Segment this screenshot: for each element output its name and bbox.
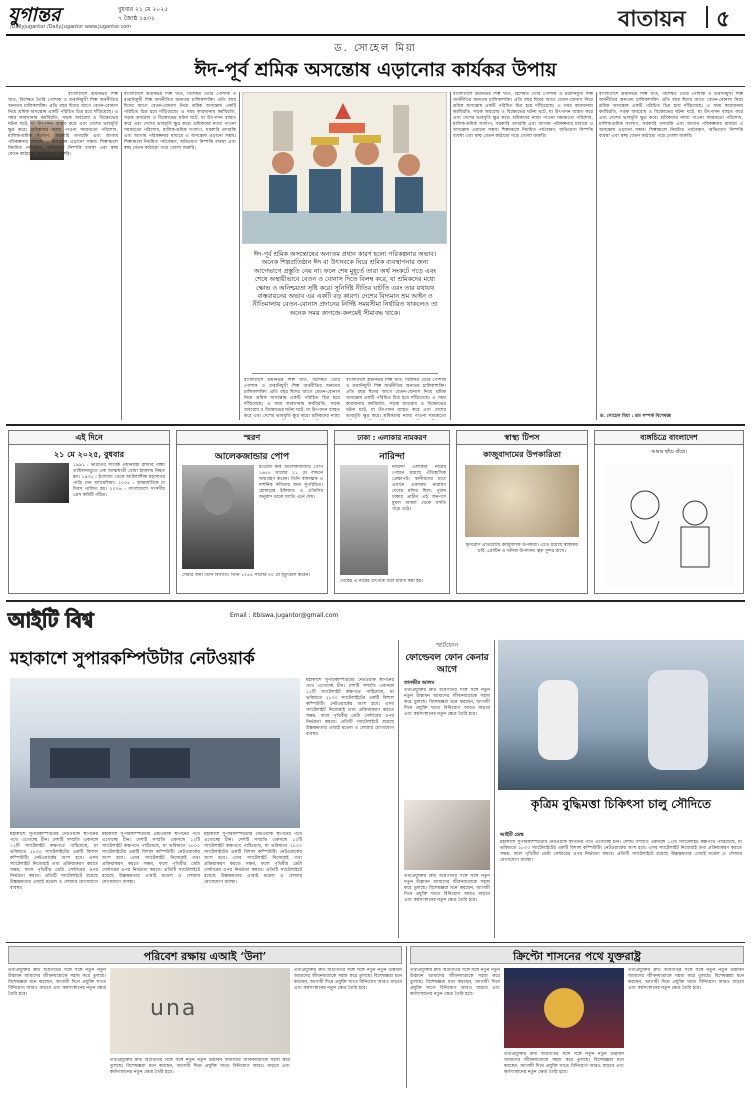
feature-col-6: বাংলাদেশে শ্রমনির্ভর শিল্প খাত, বিশেষত তৈরি পোশাক ও রপ্তানিমুখী শিল্প অর্থনীতির অন্যতম চালিকাশক্তি। প্রতি বছর ঈদের আগে বেতন-বোনাস নিয়ে শ্রমিক অসন্তোষ একটি পরিচিত চিত্র হয়ে দাঁড়িয়েছে। এ সময় কারখানায় কর্মবিরতি, সড়ক অবরোধ ও বিক্ষোভের ঘটনা ঘটে, যা উৎপাদন ব্যাহত করে এবং দেশের ভাবমূর্তি ক্ষুণ্ণ করে। শ্রমিকদের ন্যায্য পাওনা সময়মতো পরিশোধ, মালিক-শ্রমিক সংলাপ, সরকারি তদারকি এবং আগাম পরিকল্পনার মাধ্যমে এ অসন্তোষ এড়ানো সম্ভব। শিল্পাঞ্চলে নিয়মিত পর্যবেক্ষণ, অভিযোগ নিষ্পত্তি ব্যবস্থা এবং স্বচ্ছ বেতন কাঠামো গড়ে তোলা জরুরি। bbox=[599, 92, 743, 139]
crypto-col-3: তথ্যপ্রযুক্তির দ্রুত অগ্রগতির সঙ্গে সঙ্গে নতুন নতুন উদ্ভাবন আমাদের জীবনযাত্রাকে সহজ করে তুলছে। বিশেষজ্ঞরা মনে করছেন, আগামী দিনে প্রযুক্তি খাতে বিনিয়োগ আরও বাড়বে এবং কর্মসংস্থানের নতুন ক্ষেত্র তৈরি হবে। bbox=[628, 968, 744, 991]
remembrance-caption: সেরার জন্য তিনি বিখ্যাত। তিনি ১৭৪৪ সালের ৩০ মে মৃত্যুবরণ করেন। bbox=[182, 573, 310, 578]
dhaka-name: নারিন্দা bbox=[379, 452, 405, 462]
dhaka-text: নারিন্দা এলাকার নামের পেছনে রয়েছে ঐতিহাসিক প্রেক্ষাপট। স্থানীয়দের মতে এখানে একসময় নারায়ণ দেবের মন্দির ছিল। পুরান ঢাকার প্রাচীন এই জনপদে মুঘল আমল থেকে বসতি গড়ে ওঠে। bbox=[392, 465, 446, 512]
remembrance-text: ইংরেজ কবি আলেকজান্ডার পোপ ১৬৮৮ সালের ২১ মে লন্ডনে জন্মগ্রহণ করেন। তিনি ব্যঙ্গাত্মক ও দার্শনিক কবিতার জন্য সুপরিচিত। হোমারের ইলিয়াড ও ওডিসির অনুবাদ তাকে খ্যাতি এনে দেয়। bbox=[259, 465, 323, 500]
phone-byline: তানভীর আলম bbox=[404, 680, 435, 686]
feature-byline: ড. সোহেল মিয়া bbox=[334, 43, 417, 54]
feature-col-4-bottom: বাংলাদেশে শ্রমনির্ভর শিল্প খাত, বিশেষত তৈরি পোশাক ও রপ্তানিমুখী শিল্প অর্থনীতির অন্যতম চালিকাশক্তি। প্রতি বছর ঈদের আগে বেতন-বোনাস নিয়ে শ্রমিক অসন্তোষ একটি পরিচিত চিত্র হয়ে দাঁড়িয়েছে। এ সময় কারখানায় কর্মবিরতি, সড়ক অবরোধ ও বিক্ষোভের ঘটনা ঘটে, যা উৎপাদন ব্যাহত করে এবং দেশের ভাবমূর্তি ক্ষুণ্ণ করে। শ্রমিকদের ন্যায্য পাওনা সময়মতো bbox=[346, 378, 446, 419]
it-email: Email : itbiswa.jugantor@gmail.com bbox=[230, 612, 339, 619]
headline-rule bbox=[6, 86, 745, 87]
masthead bbox=[0, 0, 751, 34]
satellite-photo bbox=[10, 678, 300, 828]
dhaka-box bbox=[334, 430, 450, 594]
ai-doctor-photo bbox=[498, 640, 744, 790]
feature-col-5: বাংলাদেশে শ্রমনির্ভর শিল্প খাত, বিশেষত তৈরি পোশাক ও রপ্তানিমুখী শিল্প অর্থনীতির অন্যতম চালিকাশক্তি। প্রতি বছর ঈদের আগে বেতন-বোনাস নিয়ে শ্রমিক অসন্তোষ একটি পরিচিত চিত্র হয়ে দাঁড়িয়েছে। এ সময় কারখানায় কর্মবিরতি, সড়ক অবরোধ ও বিক্ষোভের ঘটনা ঘটে, যা উৎপাদন ব্যাহত করে এবং দেশের ভাবমূর্তি ক্ষুণ্ণ করে। শ্রমিকদের ন্যায্য পাওনা সময়মতো পরিশোধ, মালিক-শ্রমিক সংলাপ, সরকারি তদারকি এবং আগাম পরিকল্পনার মাধ্যমে এ অসন্তোষ এড়ানো সম্ভব। শিল্পাঞ্চলে নিয়মিত পর্যবেক্ষণ, অভিযোগ নিষ্পত্তি ব্যবস্থা এবং স্বচ্ছ বেতন কাঠামো গড়ে তোলা জরুরি। bbox=[453, 92, 593, 139]
section-divider bbox=[706, 6, 708, 28]
page-number: ৫ bbox=[716, 7, 731, 32]
una-logo: una bbox=[150, 996, 198, 1021]
it-section-banner bbox=[8, 606, 208, 632]
feature-col-1: বাংলাদেশে শ্রমনির্ভর শিল্প খাত, বিশেষত তৈরি পোশাক ও রপ্তানিমুখী শিল্প অর্থনীতির অন্যতম চালিকাশক্তি। প্রতি বছর ঈদের আগে বেতন-বোনাস নিয়ে শ্রমিক অসন্তোষ একটি পরিচিত চিত্র হয়ে দাঁড়িয়েছে। এ সময় কারখানায় কর্মবিরতি, সড়ক অবরোধ ও বিক্ষোভের ঘটনা ঘটে, যা উৎপাদন ব্যাহত করে এবং দেশের ভাবমূর্তি ক্ষুণ্ণ করে। শ্রমিকদের ন্যায্য পাওনা সময়মতো পরিশোধ, মালিক-শ্রমিক সংলাপ, সরকারি তদারকি এবং আগাম পরিকল্পনার মাধ্যমে এ অসন্তোষ এড়ানো সম্ভব। শিল্পাঞ্চলে নিয়মিত পর্যবেক্ষণ, অভিযোগ নিষ্পত্তি ব্যবস্থা এবং স্বচ্ছ বেতন কাঠামো গড়ে তোলা জরুরি। bbox=[8, 92, 118, 157]
cartoon-drawing bbox=[605, 465, 733, 587]
crypto-banner bbox=[410, 946, 744, 964]
una-banner bbox=[8, 946, 402, 964]
it-section-title: আইটি বিশ্ব bbox=[8, 608, 94, 632]
phone-headline: ফোল্ডেবল ফোন কেনার আগে bbox=[405, 653, 489, 675]
phone-text-2: তথ্যপ্রযুক্তির দ্রুত অগ্রগতির সঙ্গে সঙ্গে নতুন নতুন উদ্ভাবন আমাদের জীবনযাত্রাকে সহজ করে তুলছে। বিশেষজ্ঞরা মনে করছেন, আগামী দিনে প্রযুক্তি খাতে বিনিয়োগ আরও বাড়বে এবং কর্মসংস্থানের নতুন ক্ষেত্র তৈরি হবে। bbox=[404, 874, 490, 903]
it-col-2: মহাকাশে সুপারকম্পিউটার নেটওয়ার্ক স্থাপনের পথে এগোচ্ছে চীন। দেশটি সম্প্রতি একসঙ্গে ১২টি স্যাটেলাইট কক্ষপথে পাঠিয়েছে, যা ভবিষ্যতে ২৮০০ স্যাটেলাইটের একটি বিশাল কম্পিউটিং নেটওয়ার্কের অংশ হবে। এসব স্যাটেলাইট নিজেরাই তথ্য প্রক্রিয়াকরণ করতে সক্ষম, ফলে পৃথিবীর ডেটা সেন্টারের ওপর নির্ভরতা কমবে। প্রতিটি স্যাটেলাইটে রয়েছে উচ্চক্ষমতার এআই মডেল ও লেজার যোগাযোগ ব্যবস্থা। bbox=[102, 832, 200, 885]
phone-kicker: স্মার্টফোন bbox=[435, 642, 459, 649]
remembrance-portrait bbox=[182, 465, 254, 569]
una-logo-photo bbox=[110, 968, 290, 1054]
cartoon-caption: আমার ছাঁচে বাঁচো। bbox=[651, 450, 687, 455]
una-headline: পরিবেশ রক্ষায় এআই ‘উনা’ bbox=[143, 950, 267, 963]
masthead-date-bn: ৭ জ্যৈষ্ঠ ১৪৩২ bbox=[118, 15, 155, 22]
ai-text: মহাকাশে সুপারকম্পিউটার নেটওয়ার্ক স্থাপনের পথে এগোচ্ছে চীন। দেশটি সম্প্রতি একসঙ্গে ১২টি স্যাটেলাইট কক্ষপথে পাঠিয়েছে, যা ভবিষ্যতে ২৮০০ স্যাটেলাইটের একটি বিশাল কম্পিউটিং নেটওয়ার্কের অংশ হবে। এসব স্যাটেলাইট নিজেরাই তথ্য প্রক্রিয়াকরণ করতে সক্ষম, ফলে পৃথিবীর ডেটা সেন্টারের ওপর নির্ভরতা কমবে। প্রতিটি স্যাটেলাইটে রয়েছে উচ্চক্ষমতার এআই মডেল ও লেজার যোগাযোগ ব্যবস্থা। bbox=[500, 840, 742, 863]
ai-byline: আইটি ডেস্ক bbox=[500, 832, 524, 838]
cashew-photo bbox=[465, 465, 579, 537]
on-this-day-box bbox=[8, 430, 170, 594]
cartoon-box bbox=[594, 430, 744, 594]
masthead-rule bbox=[6, 34, 745, 36]
it-col-3: মহাকাশে সুপারকম্পিউটার নেটওয়ার্ক স্থাপনের পথে এগোচ্ছে চীন। দেশটি সম্প্রতি একসঙ্গে ১২টি স্যাটেলাইট কক্ষপথে পাঠিয়েছে, যা ভবিষ্যতে ২৮০০ স্যাটেলাইটের একটি বিশাল কম্পিউটিং নেটওয়ার্কের অংশ হবে। এসব স্যাটেলাইট নিজেরাই তথ্য প্রক্রিয়াকরণ করতে সক্ষম, ফলে পৃথিবীর ডেটা সেন্টারের ওপর নির্ভরতা কমবে। প্রতিটি স্যাটেলাইটে রয়েছে উচ্চক্ষমতার এআই মডেল ও লেজার যোগাযোগ ব্যবস্থা। bbox=[204, 832, 302, 885]
phone-text: তথ্যপ্রযুক্তির দ্রুত অগ্রগতির সঙ্গে সঙ্গে নতুন নতুন উদ্ভাবন আমাদের জীবনযাত্রাকে সহজ করে তুলছে। বিশেষজ্ঞরা মনে করছেন, আগামী দিনে প্রযুক্তি খাতে বিনিয়োগ আরও বাড়বে এবং কর্মসংস্থানের নতুন ক্ষেত্র তৈরি হবে। bbox=[404, 688, 490, 717]
on-this-day-title: এই দিনে bbox=[9, 431, 169, 445]
crypto-col-2: তথ্যপ্রযুক্তির দ্রুত অগ্রগতির সঙ্গে সঙ্গে নতুন নতুন উদ্ভাবন আমাদের জীবনযাত্রাকে সহজ করে তুলছে। বিশেষজ্ঞরা মনে করছেন, আগামী দিনে প্রযুক্তি খাতে বিনিয়োগ আরও বাড়বে এবং কর্মসংস্থানের নতুন ক্ষেত্র তৈরি হবে। bbox=[504, 1052, 624, 1075]
crypto-headline: ক্রিপ্টো শাসনের পথে যুক্তরাষ্ট্র bbox=[513, 950, 641, 963]
remembrance-title: স্মরণ bbox=[177, 431, 327, 445]
on-this-day-text: ১৯৯১ : ভারতের সাবেক প্রধানমন্ত্রী রাজীব গান্ধী তামিলনাড়ুতে এক আত্মঘাতী বোমা হামলায় নিহত হন। ১৯৩২ : ইংল্যান্ড থেকে আটলান্টিক মহাসাগর পাড়ি দেন অ্যামেলিয়া। ২০০৫ : আন্তর্জাতিক চা দিবস পালিত হয়। ২০০৬ : বাংলাদেশে সংসদীয় প্রেস কমিটি গঠিত। bbox=[73, 463, 165, 498]
foldable-phone-photo bbox=[404, 800, 490, 870]
dhaka-photo bbox=[340, 465, 388, 575]
on-this-day-date: ২১ মে ২০২৫, বুধবার bbox=[53, 449, 125, 459]
feature-col-3-bottom: বাংলাদেশে শ্রমনির্ভর শিল্প খাত, বিশেষত তৈরি পোশাক ও রপ্তানিমুখী শিল্প অর্থনীতির অন্যতম চালিকাশক্তি। প্রতি বছর ঈদের আগে বেতন-বোনাস নিয়ে শ্রমিক অসন্তোষ একটি পরিচিত চিত্র হয়ে দাঁড়িয়েছে। এ সময় কারখানায় কর্মবিরতি, সড়ক অবরোধ ও বিক্ষোভের ঘটনা ঘটে, যা উৎপাদন ব্যাহত করে এবং দেশের ভাবমূর্তি ক্ষুণ্ণ করে। শ্রমিকদের ন্যায্য bbox=[244, 378, 340, 419]
masthead-logo: যুগান্তর bbox=[8, 4, 61, 26]
section-title: বাতায়ন bbox=[618, 6, 686, 32]
health-title: স্বাস্থ্য টিপস bbox=[457, 431, 587, 445]
una-col-3: তথ্যপ্রযুক্তির দ্রুত অগ্রগতির সঙ্গে সঙ্গে নতুন নতুন উদ্ভাবন আমাদের জীবনযাত্রাকে সহজ করে তুলছে। বিশেষজ্ঞরা মনে করছেন, আগামী দিনে প্রযুক্তি খাতে বিনিয়োগ আরও বাড়বে এবং কর্মসংস্থানের নতুন ক্ষেত্র তৈরি হবে। bbox=[294, 968, 402, 991]
it-col-1: মহাকাশে সুপারকম্পিউটার নেটওয়ার্ক স্থাপনের পথে এগোচ্ছে চীন। দেশটি সম্প্রতি একসঙ্গে ১২টি স্যাটেলাইট কক্ষপথে পাঠিয়েছে, যা ভবিষ্যতে ২৮০০ স্যাটেলাইটের একটি বিশাল কম্পিউটিং নেটওয়ার্কের অংশ হবে। এসব স্যাটেলাইট নিজেরাই তথ্য প্রক্রিয়াকরণ করতে সক্ষম, ফলে পৃথিবীর ডেটা সেন্টারের ওপর নির্ভরতা কমবে। প্রতিটি স্যাটেলাইটে রয়েছে উচ্চক্ষমতার এআই মডেল ও লেজার যোগাযোগ ব্যবস্থা। bbox=[10, 832, 98, 891]
dhaka-title: ঢাকা : এলাকার নামকরণ bbox=[335, 431, 449, 445]
feature-headline: ঈদ-পূর্ব শ্রমিক অসন্তোষ এড়ানোর কার্যকর উপায় bbox=[194, 59, 557, 81]
health-name: কাজুবাদামের উপকারিতা bbox=[483, 449, 561, 459]
on-this-day-photo bbox=[15, 463, 69, 503]
it-col-4: মহাকাশে সুপারকম্পিউটার নেটওয়ার্ক স্থাপনের পথে এগোচ্ছে চীন। দেশটি সম্প্রতি একসঙ্গে ১২টি স্যাটেলাইট কক্ষপথে পাঠিয়েছে, যা ভবিষ্যতে ২৮০০ স্যাটেলাইটের একটি বিশাল কম্পিউটিং নেটওয়ার্কের অংশ হবে। এসব স্যাটেলাইট নিজেরাই তথ্য প্রক্রিয়াকরণ করতে সক্ষম, ফলে পৃথিবীর ডেটা সেন্টারের ওপর নির্ভরতা কমবে। প্রতিটি স্যাটেলাইটে রয়েছে উচ্চক্ষমতার এআই মডেল ও লেজার যোগাযোগ ব্যবস্থা। bbox=[306, 678, 394, 737]
health-caption: হৃদরোগ প্রতিরোধে কাজুবাদাম উপকারী। এতে রয়েছে স্বাস্থ্যকর চর্বি, প্রোটিন ও খনিজ উপাদান। ত্বক সুন্দর রাখে। bbox=[466, 543, 578, 555]
dhaka-caption: থেকেই এ নামের উৎপত্তি বলে ধারণা করা হয়। bbox=[340, 579, 423, 584]
una-col-1: তথ্যপ্রযুক্তির দ্রুত অগ্রগতির সঙ্গে সঙ্গে নতুন নতুন উদ্ভাবন আমাদের জীবনযাত্রাকে সহজ করে তুলছে। বিশেষজ্ঞরা মনে করছেন, আগামী দিনে প্রযুক্তি খাতে বিনিয়োগ আরও বাড়বে এবং কর্মসংস্থানের নতুন ক্ষেত্র তৈরি হবে। bbox=[8, 968, 106, 997]
masthead-social: /Dailyjugantor /Daily.Jugantor www.jugantor.com bbox=[10, 24, 132, 30]
crypto-photo bbox=[504, 968, 624, 1048]
remembrance-name: আলেকজান্ডার পোপ bbox=[214, 452, 290, 462]
una-col-2: তথ্যপ্রযুক্তির দ্রুত অগ্রগতির সঙ্গে সঙ্গে নতুন নতুন উদ্ভাবন আমাদের জীবনযাত্রাকে সহজ করে তুলছে। বিশেষজ্ঞরা মনে করছেন, আগামী দিনে প্রযুক্তি খাতে বিনিয়োগ আরও বাড়বে এবং কর্মসংস্থানের নতুন ক্ষেত্র তৈরি হবে। bbox=[110, 1058, 290, 1075]
remembrance-box bbox=[176, 430, 328, 594]
ai-headline: কৃত্রিম বুদ্ধিমত্তা চিকিৎসা চালু সৌদিতে bbox=[531, 797, 711, 811]
feature-bottom-rule bbox=[6, 424, 745, 426]
cartoon-title: ব্যঙ্গচিত্রে বাংলাদেশ bbox=[595, 431, 743, 445]
crypto-col-1: তথ্যপ্রযুক্তির দ্রুত অগ্রগতির সঙ্গে সঙ্গে নতুন নতুন উদ্ভাবন আমাদের জীবনযাত্রাকে সহজ করে তুলছে। বিশেষজ্ঞরা মনে করছেন, আগামী দিনে প্রযুক্তি খাতে বিনিয়োগ আরও বাড়বে এবং কর্মসংস্থানের নতুন ক্ষেত্র তৈরি হবে। bbox=[410, 968, 500, 997]
health-box bbox=[456, 430, 588, 594]
workers-illustration bbox=[242, 92, 447, 244]
pull-quote: ঈদ-পূর্ব শ্রমিক অসন্তোষের অন্যতম প্রধান কারণ হলো পরিকল্পনার অভাব। অনেক শিল্পপ্রতিষ্ঠান ঈদ বা উৎসবকে ঘিরে শ্রমিক ব্যবস্থাপনার জন্য আগেভাগে প্রস্তুতি নেয় না। ফলে শেষ মুহূর্তে তারা অর্থ সংকটে পড়ে এবং শেষে অস্থায়ীভাবে বেতন ও বোনাস দিতে বিলম্ব করে, যা শ্রমিকদের মধ্যে ক্ষোভ ও অনিশ্চয়তা সৃষ্টি করে। সুনির্দিষ্ট নীতির ঘাটতি এবং তার যথাযথ বাস্তবায়নের অভাব এর একটি বড় কারণ। দেশের বিদ্যমান শ্রম আইন ও নীতিমালায় বেতন-বোনাস প্রদানের নির্দিষ্ট সময়সীমা নির্ধারিত থাকলেও তা অনেক সময় কাগজে-কলমেই সীমাবদ্ধ থাকে। bbox=[252, 250, 438, 317]
feature-col-2: বাংলাদেশে শ্রমনির্ভর শিল্প খাত, বিশেষত তৈরি পোশাক ও রপ্তানিমুখী শিল্প অর্থনীতির অন্যতম চালিকাশক্তি। প্রতি বছর ঈদের আগে বেতন-বোনাস নিয়ে শ্রমিক অসন্তোষ একটি পরিচিত চিত্র হয়ে দাঁড়িয়েছে। এ সময় কারখানায় কর্মবিরতি, সড়ক অবরোধ ও বিক্ষোভের ঘটনা ঘটে, যা উৎপাদন ব্যাহত করে এবং দেশের ভাবমূর্তি ক্ষুণ্ণ করে। শ্রমিকদের ন্যায্য পাওনা সময়মতো পরিশোধ, মালিক-শ্রমিক সংলাপ, সরকারি তদারকি এবং আগাম পরিকল্পনার মাধ্যমে এ অসন্তোষ এড়ানো সম্ভব। শিল্পাঞ্চলে নিয়মিত পর্যবেক্ষণ, অভিযোগ নিষ্পত্তি ব্যবস্থা এবং স্বচ্ছ বেতন কাঠামো গড়ে তোলা জরুরি। bbox=[124, 92, 236, 151]
masthead-date: বুধবার ২১ মে ২০২৫ bbox=[118, 6, 168, 13]
author-note: ড. সোহেল মিয়া : শ্রম সম্পর্ক বিশেষজ্ঞ bbox=[600, 414, 671, 419]
it-headline: মহাকাশে সুপারকম্পিউটার নেটওয়ার্ক bbox=[10, 649, 255, 669]
